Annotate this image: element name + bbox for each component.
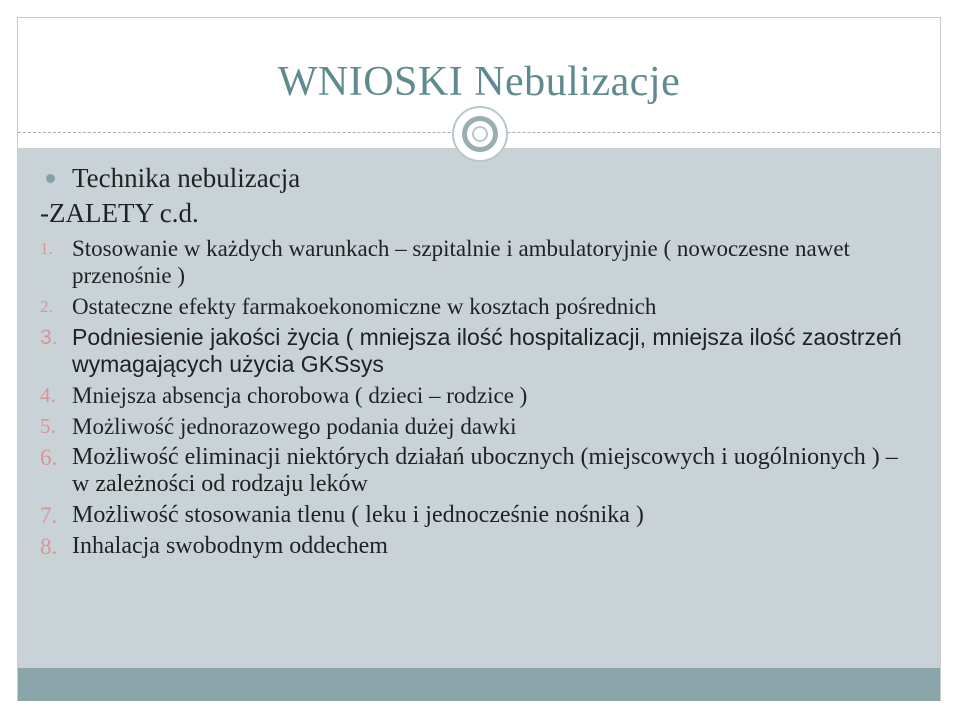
list-text: Możliwość stosowania tlenu ( leku i jednocześnie nośnika ) [72, 502, 644, 528]
list-number: 3. [40, 326, 58, 349]
footer-bar [18, 668, 940, 701]
list-number: 2. [40, 297, 53, 316]
list-item [40, 382, 920, 409]
bullet-dot-icon [46, 174, 55, 183]
list-text: Stosowanie w każdych warunkach – szpitalnie i ambulatoryjnie ( nowoczesne nawet przenośnie ) [72, 236, 850, 288]
list-number: 8. [40, 534, 58, 559]
list-item [40, 293, 920, 320]
list-item [40, 533, 920, 560]
slide-title: WNIOSKI Nebulizacje [277, 59, 681, 105]
list-text: Podniesienie jakości życia ( mniejsza ilość hospitalizacji, mniejsza ilość zaostrzeń wymagających użycia GKSsys [72, 324, 902, 377]
list-item [40, 413, 920, 440]
list-item [40, 235, 920, 289]
list-item [40, 324, 920, 378]
list-text: Możliwość eliminacji niektórych działań ubocznych (miejscowych i uogólnionych ) – w zależności od rodzaju leków [72, 444, 898, 497]
bullet-text: Technika nebulizacja [72, 163, 301, 193]
list-number: 5. [40, 414, 56, 438]
list-number: 7. [40, 503, 58, 528]
bullet-item [40, 162, 920, 194]
slide-body [40, 162, 920, 564]
subheading: -ZALETY c.d. [40, 198, 199, 228]
circle-ornament-icon [452, 106, 508, 162]
list-text: Mniejsza absencja chorobowa ( dzieci – rodzice ) [72, 383, 528, 408]
list-text: Możliwość jednorazowego podania dużej dawki [72, 414, 517, 439]
list-text: Ostateczne efekty farmakoekonomiczne w kosztach pośrednich [72, 294, 657, 319]
list-text: Inhalacja swobodnym oddechem [72, 533, 388, 559]
list-item [40, 444, 920, 498]
list-number: 6. [40, 445, 58, 470]
list-number: 4. [40, 383, 56, 407]
list-item [40, 502, 920, 529]
list-number: 1. [40, 239, 53, 258]
